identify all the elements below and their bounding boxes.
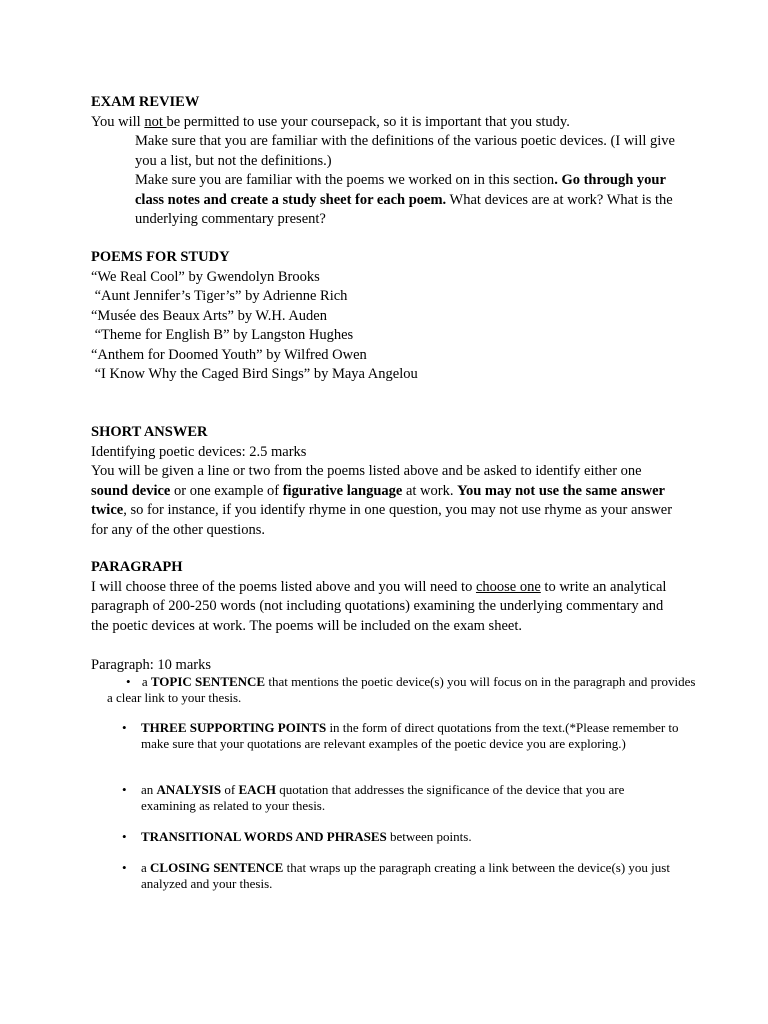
pg-underline-choose-one: choose one bbox=[475, 578, 541, 595]
bullet-transitional bbox=[122, 829, 682, 845]
bullet-dot: • bbox=[126, 674, 131, 689]
bullet-dot: • bbox=[122, 860, 127, 875]
bullet-post: that mentions the poetic device(s) you will focus on in the paragraph and provides a clear link to your thesis. bbox=[107, 674, 696, 705]
bullet-bold: ANALYSIS bbox=[156, 782, 222, 797]
bullet-bold-2: EACH bbox=[238, 782, 276, 797]
sa-bold-figurative: figurative language bbox=[282, 482, 403, 499]
sa-text-4: , so for instance, if you identify rhyme in one question, you may not use rhyme as your answer for any of the other questions. bbox=[91, 502, 673, 538]
poem-item: “We Real Cool” by Gwendolyn Brooks bbox=[91, 268, 320, 285]
bullet-post: that wraps up the paragraph creating a link between the device(s) you just analyzed and your thesis. bbox=[141, 860, 670, 891]
poem-item: “Aunt Jennifer’s Tiger’s” by Adrienne Rich bbox=[91, 288, 348, 304]
bullet-bold: THREE SUPPORTING POINTS bbox=[141, 720, 327, 735]
bullet-dot: • bbox=[122, 829, 127, 844]
bullet-post: in the form of direct quotations from the text.(*Please remember to make sure that your quotations are relevant examples of the poetic device you are exploring.) bbox=[141, 720, 679, 751]
poem-item: “I Know Why the Caged Bird Sings” by Maya Angelou bbox=[91, 366, 418, 382]
pg-text-1: I will choose three of the poems listed above and you will need to bbox=[91, 578, 476, 595]
exam-review-para1: Make sure that you are familiar with the definitions of the various poetic devices. (I will give you a list, but not the definitions.) bbox=[135, 133, 675, 169]
sa-text-2: or one example of bbox=[170, 482, 283, 499]
exam-review-section bbox=[91, 93, 681, 230]
poems-section bbox=[91, 248, 681, 385]
poems-heading: POEMS FOR STUDY bbox=[91, 249, 230, 265]
bullet-analysis bbox=[122, 782, 682, 814]
bullet-post: quotation that addresses the significance of the device that you are examining as related to your thesis. bbox=[141, 782, 625, 813]
short-answer-section bbox=[91, 423, 681, 540]
poem-item: “Theme for English B” by Langston Hughes bbox=[91, 327, 354, 343]
exam-review-intro bbox=[91, 113, 681, 133]
paragraph-body bbox=[91, 578, 681, 637]
bullet-dot: • bbox=[122, 782, 127, 797]
intro-text-b: be permitted to use your coursepack, so it is important that you study. bbox=[166, 113, 570, 130]
poem-item: “Anthem for Doomed Youth” by Wilfred Owen bbox=[91, 346, 367, 363]
sa-text-3: at work. bbox=[402, 482, 458, 499]
para2-text-a: Make sure you are familiar with the poems we worked on in this section bbox=[135, 172, 555, 188]
paragraph-heading: PARAGRAPH bbox=[91, 559, 183, 575]
bullet-mid: of bbox=[221, 782, 239, 797]
bullet-supporting-points bbox=[122, 720, 682, 752]
pg-text-2: to write an analytical paragraph of 200-250 words (not including quotations) examining the underlying commentary and the poetic devices at work. The poems will be included on the exam sheet. bbox=[91, 578, 667, 634]
intro-not-underlined: not bbox=[144, 113, 167, 130]
bullet-closing-sentence bbox=[122, 860, 682, 892]
sa-bold-sound-device: sound device bbox=[91, 482, 171, 499]
bullet-post: between points. bbox=[386, 829, 472, 844]
paragraph-section bbox=[91, 558, 681, 636]
bullet-bold: TOPIC SENTENCE bbox=[150, 674, 266, 689]
para2-bold: . Go through your class notes and create a study sheet for each poem. bbox=[135, 172, 666, 208]
para2-text-b: What devices are at work? What is the underlying commentary present? bbox=[135, 191, 673, 227]
exam-review-para2 bbox=[91, 171, 681, 230]
sa-text-1: You will be given a line or two from the poems listed above and be asked to identify either one bbox=[91, 463, 642, 479]
short-answer-body bbox=[91, 462, 681, 540]
bullet-pre: a bbox=[141, 674, 151, 689]
sa-bold-same-answer: You may not use the same answer twice bbox=[91, 482, 665, 518]
bullet-bold: TRANSITIONAL WORDS AND PHRASES bbox=[141, 829, 387, 844]
bullet-pre: an bbox=[141, 782, 157, 797]
bullet-pre: a bbox=[141, 860, 151, 875]
short-answer-marks: Identifying poetic devices: 2.5 marks bbox=[91, 443, 307, 460]
intro-text-a: You will bbox=[91, 113, 145, 130]
poem-item: “Musée des Beaux Arts” by W.H. Auden bbox=[91, 307, 327, 324]
bullet-dot: • bbox=[122, 720, 127, 735]
short-answer-heading: SHORT ANSWER bbox=[91, 424, 208, 440]
paragraph-marks: Paragraph: 10 marks bbox=[91, 657, 211, 673]
bullet-topic-sentence bbox=[107, 674, 697, 706]
exam-review-heading: EXAM REVIEW bbox=[91, 94, 200, 110]
bullet-bold: CLOSING SENTENCE bbox=[150, 860, 284, 875]
